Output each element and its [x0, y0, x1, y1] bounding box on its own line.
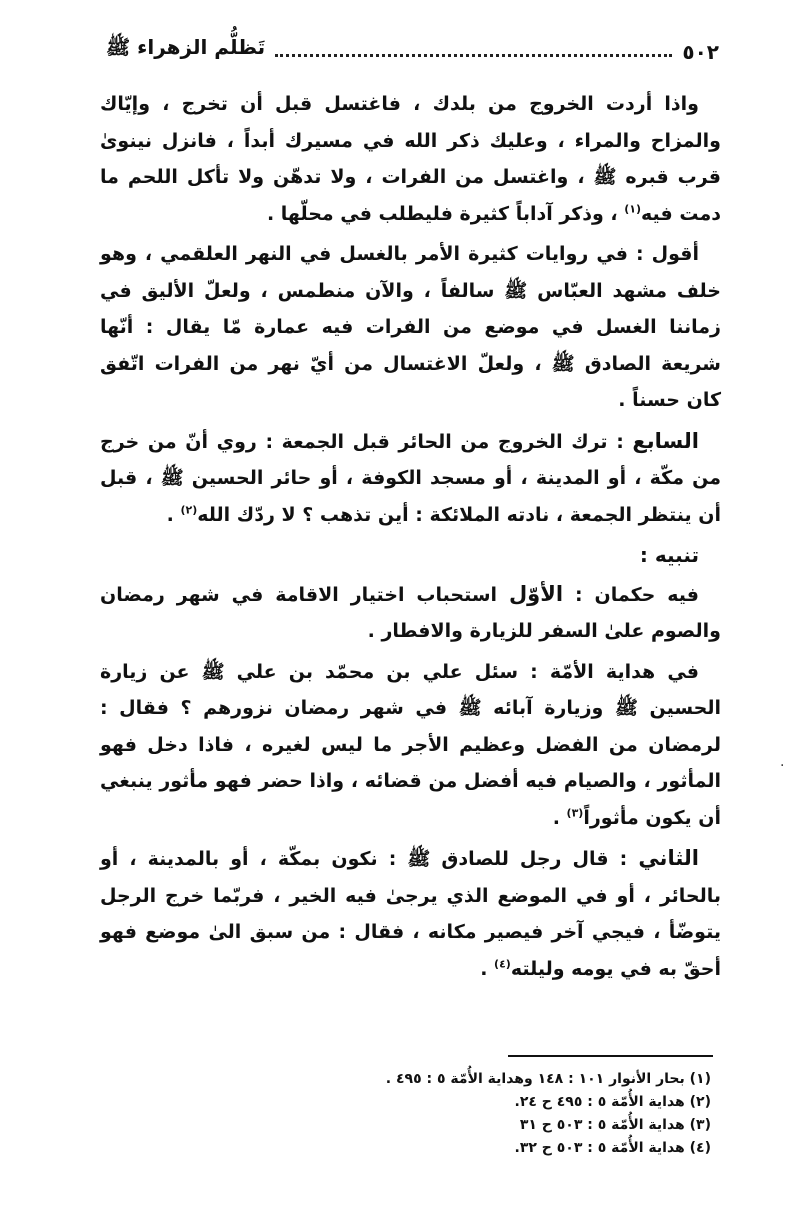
keyword-first: الأوّل: [508, 581, 564, 606]
paragraph-first-rule: [100, 576, 721, 650]
footnote-separator: [508, 1055, 713, 1057]
footnote-2: (٢) هداية الأُمّة ٥ : ٤٩٥ ح ٢٤.: [514, 1094, 711, 1110]
footnote-ref-2[interactable]: (٢): [180, 503, 198, 517]
keyword-seventh: السابع: [632, 428, 699, 453]
footnote-ref-4[interactable]: (٤): [494, 957, 511, 971]
running-title: تَظلُّم الزهراء ﷺ: [106, 35, 266, 59]
keyword-second: الثاني: [638, 846, 699, 870]
paragraph-text-tail: .: [552, 806, 567, 829]
paragraph-hidaya: [100, 654, 721, 837]
paragraph-text-tail: استحباب اختيار الاقامة في شهر رمضان والصوم علىٰ السفر للزيارة والافطار .: [100, 583, 721, 642]
paragraph-text: فيه حكمان :: [563, 583, 699, 606]
footnotes: [100, 1068, 711, 1160]
footnote-3: (٣) هداية الأُمّة ٥ : ٥٠٣ ح ٣١: [519, 1117, 711, 1133]
paragraph-text: في هداية الأمّة : سئل علي بن محمّد بن علي ﷺ عن زيارة الحسين ﷺ وزيارة آبائه ﷺ في شهر رمضان نزورهم ؟ فقال : لرمضان من الفضل وعظيم الأجر ما ليس لغيره ، فاذا دخل فهو المأثور ، والصيام فيه أفضل من قضائه ، واذا حضر فهو مأثور ينبغي أن يكون مأثوراً: [100, 660, 721, 829]
footnote-4: (٤) هداية الأُمّة ٥ : ٥٠٣ ح ٣٢.: [514, 1140, 711, 1156]
footnote-ref-1[interactable]: (١): [624, 202, 642, 216]
paragraph-text-tail: ، وذكر آداباً كثيرة فليطلب في محلّها .: [266, 202, 625, 225]
paragraph-text-tail: .: [480, 957, 495, 980]
running-header: [106, 30, 719, 64]
footnote-ref-3[interactable]: (٣): [566, 806, 584, 820]
paragraph-text: : قال رجل للصادق ﷺ : نكون بمكّة ، أو بالمدينة ، أو بالحائر ، أو في الموضع الذي يرجىٰ فيه الخير ، فربّما خرج الرجل يتوضّأ ، فيجي آخر فيصير مكانه ، فقال : من سبق الىٰ موضع فهو أحقّ به في يومه وليلته: [100, 848, 721, 980]
margin-mark: ·: [780, 758, 785, 774]
paragraph-text: : ترك الخروج من الحائر قبل الجمعة : روي أنّ من خرج من مكّة ، أو المدينة ، أو مسجد الكوفة ، أو حائر الحسين ﷺ ، قبل أن ينتظر الجمعة ، نادته الملائكة : أين تذهب ؟ لا ردّك الله: [100, 430, 721, 526]
paragraph-second-rule: [100, 840, 721, 987]
paragraph-ghusl: [100, 86, 721, 232]
section-heading-tanbih: تنبيه :: [639, 543, 699, 567]
main-text: [100, 86, 721, 991]
paragraph-seventh: [100, 423, 721, 534]
paragraph-text: واذا أردت الخروج من بلدك ، فاغتسل قبل أن تخرج ، وإيّاك والمزاح والمراء ، وعليك ذكر الله في مسيرك أبداً ، فانزل نينوىٰ قرب قبره ﷺ ، واغتسل من الفرات ، ولا تدهّن ولا تأكل اللحم ما دمت فيه: [100, 93, 721, 225]
paragraph-text-tail: .: [166, 503, 181, 526]
header-dot-leader: [275, 54, 672, 57]
footnote-1: (١) بحار الأنوار ١٠١ : ١٤٨ وهداية الأُمّة ٥ : ٤٩٥ .: [385, 1071, 711, 1087]
page-number: ٥٠٢: [682, 40, 719, 64]
paragraph-aqool: أقول : في روايات كثيرة الأمر بالغسل في النهر العلقمي ، وهو خلف مشهد العبّاس ﷺ سالفاً ، والآن منطمس ، ولعلّ الأليق في زماننا الغسل في موضع من الفرات فيه عمارة مّا يقال : أنّها شريعة الصادق ﷺ ، ولعلّ الاغتسال من أيّ نهر من الفرات اتّفق كان حسناً .: [100, 243, 721, 411]
